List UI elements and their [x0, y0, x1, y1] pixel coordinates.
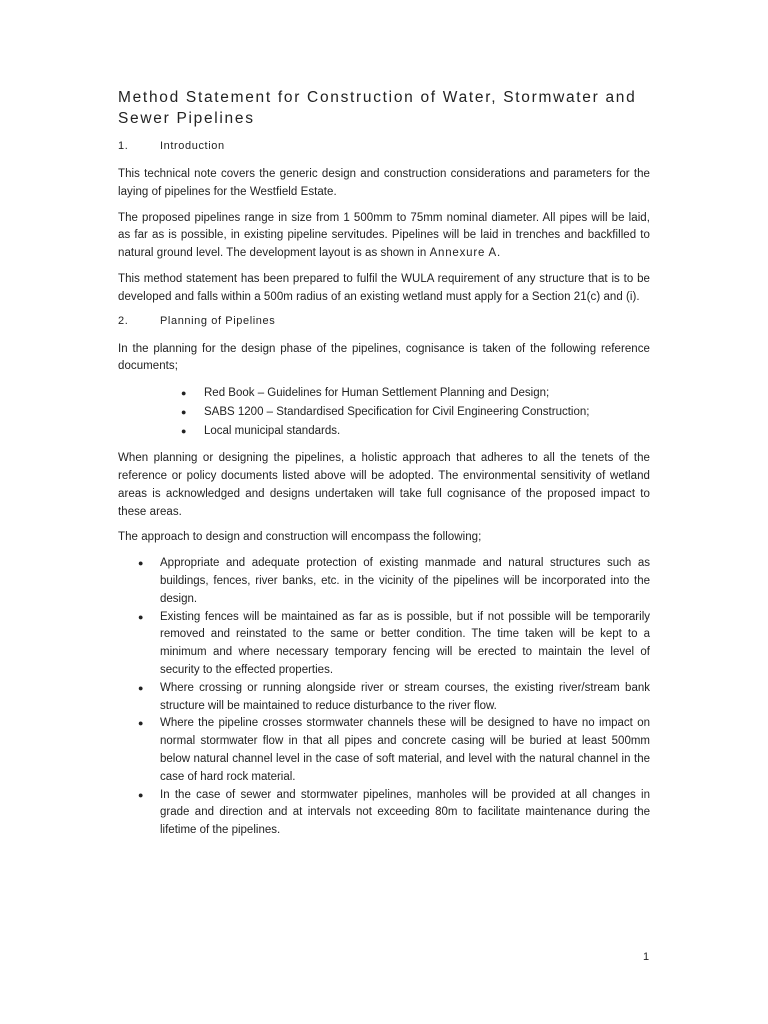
bullet-icon: ● [138, 558, 144, 569]
bullet-icon: ● [138, 789, 144, 800]
bullet-icon: ● [181, 407, 187, 418]
annexure-reference: Annexure A. [429, 247, 502, 260]
approach-intro-paragraph: The approach to design and construction will encompass the following; [118, 531, 482, 544]
section-title: Planning of Pipelines [160, 314, 276, 327]
reference-documents-list [118, 384, 650, 441]
bullet-icon: ● [138, 718, 144, 729]
section-title: Introduction [160, 140, 225, 152]
bullet-icon: ● [138, 611, 144, 622]
list-item: ● In the case of sewer and stormwater pipelines, manholes will be provided at all changes in grade and direction and at intervals not exceeding 80m to facilitate maintenance during the lifetime of the pipelines. [138, 788, 650, 837]
planning-intro-paragraph: In the planning for the design phase of the pipelines, cognisance is taken of the following reference documents; [118, 342, 650, 373]
approach-list [118, 555, 650, 840]
list-item: ● Existing fences will be maintained as far as is possible, but if not possible will be temporarily removed and reinstated to the same or better condition. The time taken will be kept to a minimum and where necessary temporary fencing will be erected to maintain the level of security to the effected properties. [138, 610, 650, 676]
list-item: ● Appropriate and adequate protection of existing manmade and natural structures such as buildings, fences, river banks, etc. in the vicinity of the pipelines will be incorporated into the design. [138, 557, 650, 605]
list-item: ● Local municipal standards. [118, 422, 650, 441]
page-number: 1 [643, 951, 650, 963]
list-item: ● Red Book – Guidelines for Human Settlement Planning and Design; [118, 384, 650, 403]
section-number: 2. [118, 314, 129, 327]
intro-paragraph-3: This method statement has been prepared to fulfil the WULA requirement of any structure that is to be developed and falls within a 500m radius of an existing wetland must apply for a Section 21(c) and (i). [118, 272, 650, 303]
bullet-icon: ● [181, 388, 187, 399]
page-content [118, 87, 650, 840]
bullet-icon: ● [138, 682, 144, 693]
intro-paragraph-2 [118, 210, 650, 263]
intro-paragraph-1: This technical note covers the generic design and construction considerations and parameters for the laying of pipelines for the Westfield Estate. [118, 168, 650, 198]
intro-paragraph-2-text: The proposed pipelines range in size from 1 500mm to 75mm nominal diameter. All pipes will be laid, as far as is possible, in existing pipeline servitudes. Pipelines will be laid in trenches and backfilled to natural ground level. The development layout is as shown in [118, 211, 650, 260]
section-heading-planning [118, 315, 650, 330]
list-item: ● Where crossing or running alongside river or stream courses, the existing river/stream bank structure will be maintained to reduce disturbance to the river flow. [138, 681, 650, 712]
planning-paragraph: When planning or designing the pipelines, a holistic approach that adheres to all the tenets of the reference or policy documents listed above will be adopted. The environmental sensitivity of wetland areas is acknowledged and designs undertaken will take full cognisance of the proposed impact to these areas. [118, 452, 650, 518]
section-heading-introduction [118, 140, 650, 155]
section-number: 1. [118, 140, 129, 152]
list-item: ● Where the pipeline crosses stormwater channels these will be designed to have no impact on normal stormwater flow in that all pipes and concrete casing will be buried at least 500mm below natural channel level in the case of soft material, and level with the natural channel in the case of hard rock material. [138, 717, 650, 783]
document-title: Method Statement for Construction of Water, Stormwater and Sewer Pipelines [118, 89, 637, 127]
list-item: ● SABS 1200 – Standardised Specification for Civil Engineering Construction; [118, 403, 650, 422]
bullet-icon: ● [181, 426, 187, 437]
